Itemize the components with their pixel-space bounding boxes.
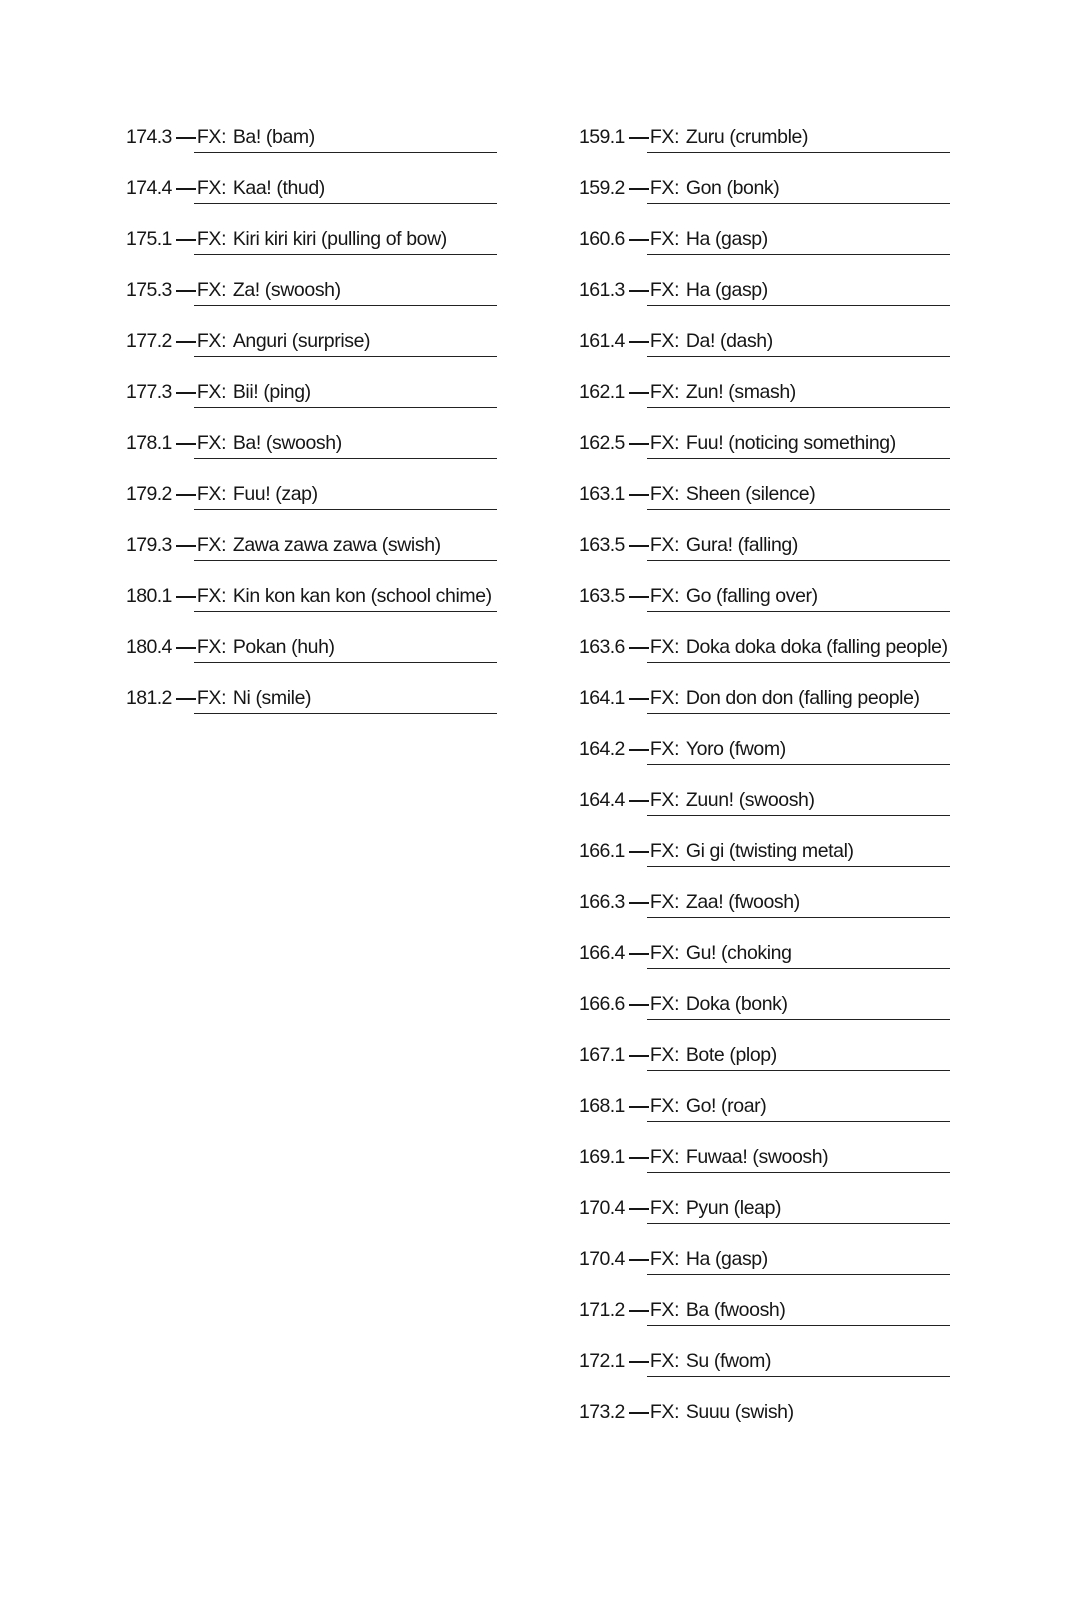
fx-label: FX:	[196, 228, 227, 250]
em-dash	[629, 443, 649, 445]
fx-entry	[126, 681, 498, 732]
em-dash	[176, 137, 196, 139]
fx-entry	[126, 630, 498, 681]
panel-reference: 163.6	[579, 636, 625, 658]
panel-reference: 168.1	[579, 1095, 625, 1117]
fx-label: FX:	[649, 534, 680, 556]
fx-label: FX:	[196, 177, 227, 199]
fx-label: FX:	[649, 993, 680, 1015]
em-dash	[629, 698, 649, 700]
fx-label: FX:	[649, 1197, 680, 1219]
fx-entry	[579, 1242, 951, 1293]
fx-description: Doka doka doka (falling people)	[685, 636, 948, 658]
fx-label: FX:	[649, 687, 680, 709]
fx-label: FX:	[649, 1095, 680, 1117]
fx-label: FX:	[196, 636, 227, 658]
panel-reference: 162.1	[579, 381, 625, 403]
fx-label: FX:	[649, 279, 680, 301]
fx-description: Gon (bonk)	[685, 177, 780, 199]
fx-label: FX:	[196, 126, 227, 148]
panel-reference: 175.1	[126, 228, 172, 250]
entry-underline	[647, 152, 950, 153]
em-dash	[629, 392, 649, 394]
panel-reference: 164.1	[579, 687, 625, 709]
fx-label: FX:	[649, 126, 680, 148]
panel-reference: 175.3	[126, 279, 172, 301]
em-dash	[629, 494, 649, 496]
fx-label: FX:	[649, 432, 680, 454]
panel-reference: 178.1	[126, 432, 172, 454]
panel-reference: 162.5	[579, 432, 625, 454]
fx-entry	[126, 579, 498, 630]
fx-entry	[579, 324, 951, 375]
fx-description: Ni (smile)	[232, 687, 312, 709]
panel-reference: 164.2	[579, 738, 625, 760]
panel-reference: 159.2	[579, 177, 625, 199]
fx-entry	[579, 630, 951, 681]
fx-label: FX:	[649, 330, 680, 352]
fx-description: Bii! (ping)	[232, 381, 311, 403]
fx-entry	[126, 324, 498, 375]
entry-underline	[647, 917, 950, 918]
fx-label: FX:	[649, 1350, 680, 1372]
fx-entry	[126, 528, 498, 579]
panel-reference: 166.1	[579, 840, 625, 862]
fx-description: Fuu! (zap)	[232, 483, 318, 505]
fx-description: Don don don (falling people)	[685, 687, 920, 709]
fx-entry	[579, 834, 951, 885]
fx-label: FX:	[649, 228, 680, 250]
fx-label: FX:	[196, 432, 227, 454]
fx-entry	[579, 1089, 951, 1140]
entry-underline	[194, 509, 497, 510]
panel-reference: 166.6	[579, 993, 625, 1015]
entry-underline	[647, 866, 950, 867]
fx-label: FX:	[649, 738, 680, 760]
fx-entry	[579, 120, 951, 171]
panel-reference: 163.1	[579, 483, 625, 505]
fx-label: FX:	[649, 942, 680, 964]
fx-description: Doka (bonk)	[685, 993, 788, 1015]
em-dash	[176, 545, 196, 547]
em-dash	[629, 851, 649, 853]
em-dash	[176, 290, 196, 292]
fx-label: FX:	[649, 177, 680, 199]
em-dash	[629, 1004, 649, 1006]
fx-label: FX:	[649, 483, 680, 505]
em-dash	[629, 290, 649, 292]
panel-reference: 166.4	[579, 942, 625, 964]
fx-description: Gu! (choking	[685, 942, 792, 964]
fx-entry	[126, 171, 498, 222]
fx-label: FX:	[649, 789, 680, 811]
panel-reference: 161.3	[579, 279, 625, 301]
fx-description: Bote (plop)	[685, 1044, 777, 1066]
em-dash	[176, 494, 196, 496]
fx-label: FX:	[649, 891, 680, 913]
fx-label: FX:	[649, 1299, 680, 1321]
entry-underline	[647, 356, 950, 357]
em-dash	[629, 1412, 649, 1414]
entry-underline	[194, 662, 497, 663]
em-dash	[629, 1310, 649, 1312]
entry-underline	[647, 509, 950, 510]
fx-description: Za! (swoosh)	[232, 279, 341, 301]
fx-entry	[579, 1038, 951, 1089]
panel-reference: 170.4	[579, 1197, 625, 1219]
fx-label: FX:	[649, 840, 680, 862]
em-dash	[629, 1157, 649, 1159]
panel-reference: 163.5	[579, 585, 625, 607]
em-dash	[629, 1106, 649, 1108]
panel-reference: 159.1	[579, 126, 625, 148]
em-dash	[629, 596, 649, 598]
fx-entry	[126, 426, 498, 477]
fx-label: FX:	[196, 534, 227, 556]
entry-underline	[647, 407, 950, 408]
fx-label: FX:	[649, 585, 680, 607]
entry-underline	[194, 560, 497, 561]
entry-underline	[194, 611, 497, 612]
em-dash	[629, 749, 649, 751]
entry-underline	[647, 254, 950, 255]
entry-underline	[647, 1121, 950, 1122]
fx-label: FX:	[649, 1146, 680, 1168]
fx-description: Kiri kiri kiri (pulling of bow)	[232, 228, 447, 250]
em-dash	[176, 698, 196, 700]
entry-underline	[647, 713, 950, 714]
panel-reference: 163.5	[579, 534, 625, 556]
fx-description: Pokan (huh)	[232, 636, 335, 658]
em-dash	[176, 443, 196, 445]
entry-underline	[647, 1019, 950, 1020]
fx-label: FX:	[196, 330, 227, 352]
fx-description: Ba (fwoosh)	[685, 1299, 786, 1321]
fx-entry	[579, 477, 951, 528]
panel-reference: 180.4	[126, 636, 172, 658]
entry-underline	[647, 1325, 950, 1326]
em-dash	[629, 1208, 649, 1210]
panel-reference: 169.1	[579, 1146, 625, 1168]
panel-reference: 174.3	[126, 126, 172, 148]
panel-reference: 181.2	[126, 687, 172, 709]
fx-entry	[579, 783, 951, 834]
right-column	[579, 120, 951, 1446]
fx-entry	[579, 375, 951, 426]
em-dash	[629, 953, 649, 955]
entry-underline	[647, 764, 950, 765]
fx-description: Ha (gasp)	[685, 279, 768, 301]
em-dash	[629, 341, 649, 343]
fx-description: Ba! (bam)	[232, 126, 315, 148]
entry-underline	[647, 1070, 950, 1071]
fx-label: FX:	[649, 1044, 680, 1066]
entry-underline	[647, 815, 950, 816]
panel-reference: 171.2	[579, 1299, 625, 1321]
fx-label: FX:	[649, 381, 680, 403]
fx-description: Da! (dash)	[685, 330, 773, 352]
panel-reference: 170.4	[579, 1248, 625, 1270]
entry-underline	[647, 611, 950, 612]
em-dash	[176, 239, 196, 241]
fx-entry	[126, 477, 498, 528]
fx-entry	[579, 579, 951, 630]
fx-label: FX:	[649, 1401, 680, 1423]
entry-underline	[647, 1376, 950, 1377]
entry-underline	[647, 1274, 950, 1275]
entry-underline	[194, 254, 497, 255]
panel-reference: 179.2	[126, 483, 172, 505]
fx-description: Sheen (silence)	[685, 483, 816, 505]
panel-reference: 161.4	[579, 330, 625, 352]
em-dash	[629, 239, 649, 241]
em-dash	[176, 188, 196, 190]
fx-description: Fuwaa! (swoosh)	[685, 1146, 829, 1168]
panel-reference: 167.1	[579, 1044, 625, 1066]
fx-entry	[579, 1344, 951, 1395]
fx-description: Kin kon kan kon (school chime)	[232, 585, 492, 607]
fx-description: Yoro (fwom)	[685, 738, 786, 760]
fx-description: Zuru (crumble)	[685, 126, 809, 148]
fx-description: Zawa zawa zawa (swish)	[232, 534, 441, 556]
fx-entry	[126, 120, 498, 171]
fx-entry	[126, 273, 498, 324]
entry-underline	[647, 458, 950, 459]
entry-underline	[647, 1172, 950, 1173]
entry-underline	[194, 152, 497, 153]
fx-description: Go! (roar)	[685, 1095, 767, 1117]
fx-entry	[579, 936, 951, 987]
fx-entry	[579, 1191, 951, 1242]
fx-description: Kaa! (thud)	[232, 177, 325, 199]
left-column	[126, 120, 498, 732]
fx-entry	[126, 222, 498, 273]
em-dash	[629, 188, 649, 190]
fx-description: Ha (gasp)	[685, 228, 768, 250]
entry-underline	[194, 713, 497, 714]
fx-description: Gi gi (twisting metal)	[685, 840, 854, 862]
fx-entry	[579, 681, 951, 732]
entry-underline	[647, 968, 950, 969]
fx-description: Fuu! (noticing something)	[685, 432, 896, 454]
fx-entry	[579, 426, 951, 477]
panel-reference: 166.3	[579, 891, 625, 913]
fx-description: Go (falling over)	[685, 585, 818, 607]
fx-description: Zaa! (fwoosh)	[685, 891, 800, 913]
fx-entry	[579, 171, 951, 222]
fx-entry	[579, 987, 951, 1038]
entry-underline	[647, 560, 950, 561]
panel-reference: 177.2	[126, 330, 172, 352]
em-dash	[629, 1055, 649, 1057]
em-dash	[629, 902, 649, 904]
em-dash	[629, 1259, 649, 1261]
fx-entry	[579, 1293, 951, 1344]
fx-entry	[579, 222, 951, 273]
panel-reference: 160.6	[579, 228, 625, 250]
entry-underline	[194, 203, 497, 204]
entry-underline	[194, 356, 497, 357]
fx-entry	[579, 528, 951, 579]
entry-underline	[647, 1223, 950, 1224]
fx-label: FX:	[196, 381, 227, 403]
em-dash	[629, 137, 649, 139]
fx-description: Ba! (swoosh)	[232, 432, 342, 454]
entry-underline	[194, 305, 497, 306]
entry-underline	[647, 203, 950, 204]
fx-entry	[126, 375, 498, 426]
em-dash	[176, 596, 196, 598]
fx-entry	[579, 1140, 951, 1191]
fx-label: FX:	[649, 636, 680, 658]
em-dash	[629, 1361, 649, 1363]
fx-description: Su (fwom)	[685, 1350, 772, 1372]
entry-underline	[194, 458, 497, 459]
em-dash	[176, 341, 196, 343]
panel-reference: 180.1	[126, 585, 172, 607]
fx-label: FX:	[196, 687, 227, 709]
fx-entry	[579, 732, 951, 783]
fx-entry	[579, 885, 951, 936]
em-dash	[629, 545, 649, 547]
fx-description: Gura! (falling)	[685, 534, 798, 556]
entry-underline	[647, 662, 950, 663]
fx-label: FX:	[196, 483, 227, 505]
fx-entry	[579, 1395, 951, 1446]
panel-reference: 173.2	[579, 1401, 625, 1423]
em-dash	[629, 800, 649, 802]
fx-label: FX:	[196, 585, 227, 607]
fx-description: Zuun! (swoosh)	[685, 789, 815, 811]
em-dash	[176, 392, 196, 394]
fx-entry	[579, 273, 951, 324]
fx-label: FX:	[649, 1248, 680, 1270]
panel-reference: 179.3	[126, 534, 172, 556]
panel-reference: 177.3	[126, 381, 172, 403]
fx-description: Anguri (surprise)	[232, 330, 371, 352]
fx-description: Ha (gasp)	[685, 1248, 768, 1270]
entry-underline	[194, 407, 497, 408]
em-dash	[629, 647, 649, 649]
em-dash	[176, 647, 196, 649]
fx-description: Zun! (smash)	[685, 381, 796, 403]
entry-underline	[647, 305, 950, 306]
fx-label: FX:	[196, 279, 227, 301]
panel-reference: 172.1	[579, 1350, 625, 1372]
panel-reference: 174.4	[126, 177, 172, 199]
fx-description: Suuu (swish)	[685, 1401, 794, 1423]
panel-reference: 164.4	[579, 789, 625, 811]
fx-description: Pyun (leap)	[685, 1197, 782, 1219]
